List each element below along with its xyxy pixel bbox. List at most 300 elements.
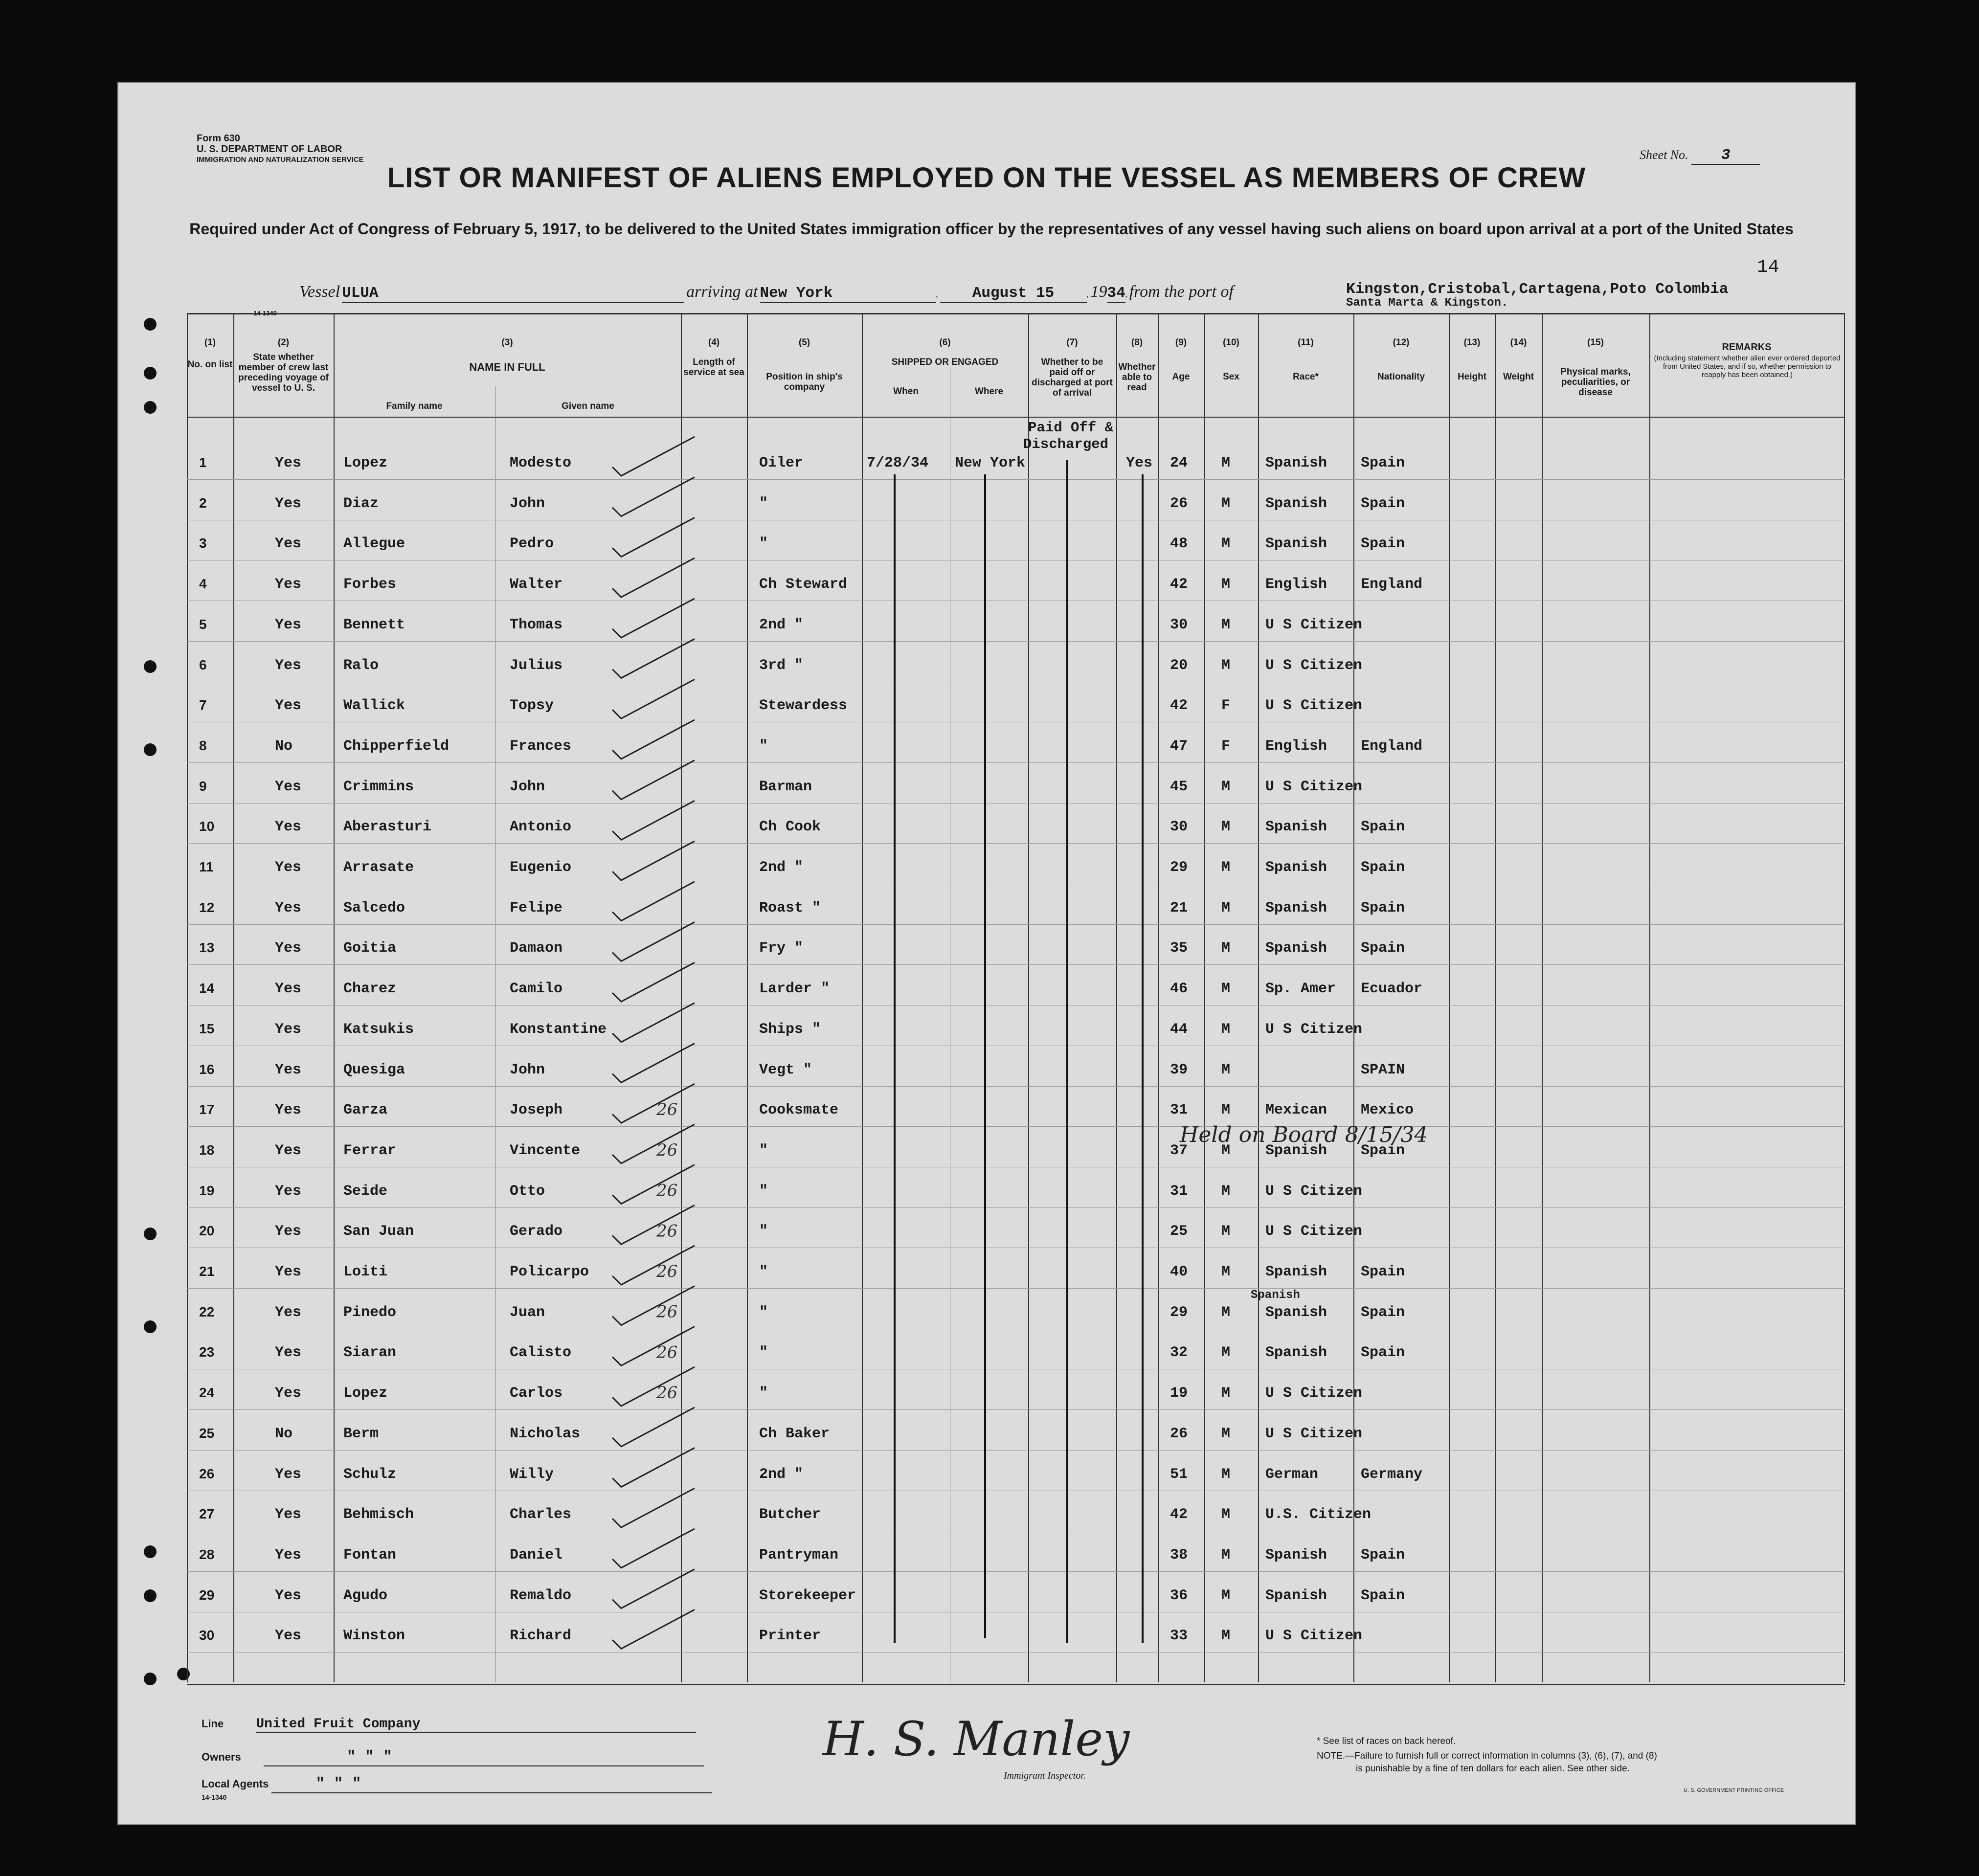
cell-nationality: Spain xyxy=(1361,819,1405,836)
cell-age: 42 xyxy=(1170,1506,1188,1523)
voyage-line: Vessel ULUA arriving at New York , August 15 , 1934, from the port of xyxy=(299,283,1234,302)
cell-given: Policarpo xyxy=(510,1264,589,1280)
cell-age: 31 xyxy=(1170,1102,1188,1119)
cell-position: Ch Steward xyxy=(759,576,848,593)
penalty-note-cont: is punishable by a fine of ten dollars for each alien. See other side. xyxy=(1356,1764,1630,1774)
cell-age: 35 xyxy=(1170,940,1188,957)
handwritten-26: 26 xyxy=(656,1383,678,1403)
cell-race: Spanish xyxy=(1265,1587,1327,1604)
held-on-board-note: Held on Board 8/15/34 xyxy=(1180,1122,1428,1147)
line-label: Line xyxy=(202,1718,224,1730)
agents-value: " " " xyxy=(271,1775,712,1793)
cell-sex: M xyxy=(1221,859,1231,876)
cell-given: Vincente xyxy=(510,1142,581,1159)
check-mark xyxy=(612,1124,695,1163)
cell-family: Aberasturi xyxy=(343,819,432,836)
cell-no: 21 xyxy=(199,1264,215,1279)
check-mark xyxy=(612,679,695,718)
cell-sex: M xyxy=(1221,576,1231,593)
cell-family: Ralo xyxy=(343,657,379,674)
cell-nationality: Spain xyxy=(1361,1304,1405,1321)
cell-no: 25 xyxy=(199,1425,215,1441)
col-num-10: (10) xyxy=(1223,337,1239,348)
cell-no: 27 xyxy=(199,1506,215,1522)
cell-family: Garza xyxy=(343,1102,388,1119)
arriving-label: arriving at xyxy=(686,283,758,301)
cell-given: Nicholas xyxy=(510,1425,581,1442)
cell-age: 21 xyxy=(1170,899,1188,916)
cell-race: Sp. Amer xyxy=(1265,981,1336,998)
cell-position: " xyxy=(759,1264,768,1280)
cell-no: 13 xyxy=(199,940,215,956)
check-mark xyxy=(612,841,695,880)
cell-race: Spanish xyxy=(1265,1142,1327,1159)
cell-nationality: Spain xyxy=(1361,455,1405,471)
cell-position: Pantryman xyxy=(759,1546,839,1563)
cell-sex: M xyxy=(1221,1466,1231,1483)
cell-position: " xyxy=(759,1142,768,1159)
tally-marks xyxy=(187,313,1845,1682)
cell-family: Schulz xyxy=(343,1466,397,1483)
cell-sex: M xyxy=(1221,1223,1231,1240)
cell-sex: M xyxy=(1221,1264,1231,1280)
cell-position: Cooksmate xyxy=(759,1102,839,1119)
cell-no: 15 xyxy=(199,1021,215,1036)
line-row xyxy=(202,1717,696,1733)
cell-no: 9 xyxy=(199,778,207,794)
agents-row xyxy=(202,1775,712,1801)
line-value: United Fruit Company xyxy=(256,1717,696,1733)
check-mark xyxy=(612,1326,695,1365)
cell-prev: Yes xyxy=(275,657,302,674)
cell-age: 29 xyxy=(1170,859,1188,876)
cell-family: Bennett xyxy=(343,616,405,633)
cell-nationality: England xyxy=(1361,737,1423,755)
cell-given: Richard xyxy=(510,1628,572,1645)
check-mark xyxy=(612,760,695,800)
cell-prev: Yes xyxy=(275,616,302,633)
cell-given: Julius xyxy=(510,657,563,674)
cell-age: 51 xyxy=(1170,1466,1188,1483)
cell-position: " xyxy=(759,1304,768,1321)
service: IMMIGRATION AND NATURALIZATION SERVICE xyxy=(197,156,364,164)
check-mark xyxy=(612,1003,695,1042)
cell-given: Damaon xyxy=(510,940,563,957)
handwritten-26: 26 xyxy=(656,1100,678,1120)
col-when: When xyxy=(893,386,919,397)
cell-sex: M xyxy=(1221,778,1231,795)
col-num-12: (12) xyxy=(1393,337,1410,348)
col-num-4: (4) xyxy=(708,337,720,348)
cell-sex: M xyxy=(1221,536,1231,553)
cell-race: Spanish xyxy=(1265,859,1327,876)
col-num-2: (2) xyxy=(277,337,290,348)
cell-nationality: Spain xyxy=(1361,536,1405,553)
col-paid-off: Whether to be paid off or discharged at port of arrival xyxy=(1032,357,1113,398)
cell-race: Spanish xyxy=(1265,536,1327,553)
manifest-sheet xyxy=(117,82,1856,1825)
col-no: No. on list xyxy=(187,359,233,370)
cell-sex: M xyxy=(1221,495,1231,512)
cell-position: 2nd " xyxy=(759,616,804,633)
cell-prev: Yes xyxy=(275,495,302,512)
cell-race: Spanish xyxy=(1265,1304,1327,1321)
cell-nationality: Mexico xyxy=(1361,1102,1414,1119)
cell-prev: Yes xyxy=(275,697,302,715)
cell-race: U S Citizen xyxy=(1265,1628,1363,1645)
cell-no: 3 xyxy=(199,536,207,551)
cell-given: John xyxy=(510,1061,545,1078)
cell-prev: No xyxy=(275,737,293,755)
cell-prev: Yes xyxy=(275,1506,302,1523)
punch-hole xyxy=(144,318,157,331)
cell-age: 47 xyxy=(1170,737,1188,755)
cell-no: 4 xyxy=(199,576,207,592)
cell-age: 26 xyxy=(1170,1425,1188,1442)
cell-position: 3rd " xyxy=(759,657,804,674)
cell-family: Behmisch xyxy=(343,1506,414,1523)
cell-no: 17 xyxy=(199,1102,215,1117)
cell-given: Frances xyxy=(510,737,572,755)
cell-no: 30 xyxy=(199,1628,215,1643)
col-num-15: (15) xyxy=(1587,337,1604,348)
cell-no: 23 xyxy=(199,1344,215,1360)
cell-given: Topsy xyxy=(510,697,554,715)
cell-family: Fontan xyxy=(343,1546,397,1563)
cell-position: Fry " xyxy=(759,940,804,957)
cell-race: U S Citizen xyxy=(1265,697,1363,715)
cell-nationality: Spain xyxy=(1361,899,1405,916)
agents-label: Local Agents xyxy=(202,1778,269,1790)
cell-prev: Yes xyxy=(275,819,302,836)
cell-no: 6 xyxy=(199,657,207,672)
cell-position: " xyxy=(759,495,768,512)
cell-prev: Yes xyxy=(275,1264,302,1280)
cell-no: 1 xyxy=(199,455,207,470)
cell-family: Goitia xyxy=(343,940,397,957)
col-num-8: (8) xyxy=(1131,337,1143,348)
check-mark xyxy=(612,639,695,678)
cell-no: 8 xyxy=(199,737,207,753)
cell-sex: M xyxy=(1221,1344,1231,1362)
cell-no: 20 xyxy=(199,1223,215,1239)
col-nationality: Nationality xyxy=(1377,372,1425,382)
check-mark xyxy=(612,1205,695,1244)
cell-position: Ch Cook xyxy=(759,819,821,836)
cell-position: " xyxy=(759,1385,768,1402)
cell-sex: M xyxy=(1221,1142,1231,1159)
col-length-service: Length of service at sea xyxy=(683,357,744,378)
cell-given: Charles xyxy=(510,1506,572,1523)
inspector-signature: H. S. Manley xyxy=(823,1712,1130,1766)
vessel-label: Vessel xyxy=(299,283,340,301)
cell-race: Spanish xyxy=(1265,455,1327,471)
cell-position: Butcher xyxy=(759,1506,821,1523)
cell-age: 46 xyxy=(1170,981,1188,998)
cell-given: Felipe xyxy=(510,899,563,916)
cell-position: " xyxy=(759,1183,768,1200)
check-mark xyxy=(612,1044,695,1083)
check-mark xyxy=(612,922,695,961)
cell-family: Berm xyxy=(343,1425,379,1442)
cell-sex: M xyxy=(1221,1183,1231,1200)
punch-hole xyxy=(144,743,157,756)
check-mark xyxy=(612,1448,695,1487)
col-num-9: (9) xyxy=(1175,337,1187,348)
cell-race: English xyxy=(1265,576,1327,593)
cell-prev: Yes xyxy=(275,1061,302,1078)
handwritten-26: 26 xyxy=(656,1262,678,1281)
cell-prev: Yes xyxy=(275,1344,302,1362)
cell-prev: Yes xyxy=(275,1628,302,1645)
cell-no: 10 xyxy=(199,819,215,834)
col-weight: Weight xyxy=(1503,372,1534,382)
cell-race: Spanish xyxy=(1265,1344,1327,1362)
cell-sex: F xyxy=(1221,697,1231,715)
cell-given: Eugenio xyxy=(510,859,572,876)
punch-hole xyxy=(144,1320,157,1333)
handwritten-26: 26 xyxy=(656,1140,678,1160)
cell-position: Ch Baker xyxy=(759,1425,830,1442)
cell-position: " xyxy=(759,1344,768,1362)
cell-prev: Yes xyxy=(275,1021,302,1038)
col-num-11: (11) xyxy=(1298,337,1314,348)
row1-paid-off: Paid Off & xyxy=(1028,420,1114,436)
cell-age: 26 xyxy=(1170,495,1188,512)
check-mark xyxy=(612,1407,695,1447)
cell-age: 19 xyxy=(1170,1385,1188,1402)
cell-age: 29 xyxy=(1170,1304,1188,1321)
handwritten-26: 26 xyxy=(656,1181,678,1201)
cell-race: U S Citizen xyxy=(1265,1425,1363,1442)
page-number: 14 xyxy=(1757,257,1779,278)
cell-no: 7 xyxy=(199,697,207,713)
row1-when: 7/28/34 xyxy=(867,455,929,471)
ports-line-1: Kingston,Cristobal,Cartagena,Poto Colombia xyxy=(1346,281,1729,298)
check-mark xyxy=(612,720,695,759)
cell-no: 5 xyxy=(199,616,207,632)
cell-position: " xyxy=(759,536,768,553)
col-num-14: (14) xyxy=(1510,337,1527,348)
cell-no: 2 xyxy=(199,495,207,511)
sheet-value: 3 xyxy=(1691,147,1760,165)
cell-prev: Yes xyxy=(275,778,302,795)
sheet-label: Sheet No. xyxy=(1640,148,1688,162)
check-mark xyxy=(612,558,695,597)
cell-race: U S Citizen xyxy=(1265,778,1363,795)
cell-position: 2nd " xyxy=(759,1466,804,1483)
cell-sex: M xyxy=(1221,657,1231,674)
row1-discharged: Discharged xyxy=(1023,436,1109,452)
cell-age: 30 xyxy=(1170,819,1188,836)
cell-nationality: Spain xyxy=(1361,940,1405,957)
col-position: Position in ship's company xyxy=(766,372,843,392)
cell-given: Gerado xyxy=(510,1223,563,1240)
cell-no: 22 xyxy=(199,1304,215,1319)
vessel-value: ULUA xyxy=(342,285,684,303)
cell-given: John xyxy=(510,778,545,795)
cell-position: Ships " xyxy=(759,1021,821,1038)
owners-row xyxy=(202,1748,704,1766)
cell-position: Roast " xyxy=(759,899,821,916)
cell-position: " xyxy=(759,737,768,755)
cell-nationality: Spain xyxy=(1361,1142,1405,1159)
cell-nationality: Germany xyxy=(1361,1466,1423,1483)
col-race: Race* xyxy=(1293,372,1319,382)
form-id xyxy=(197,133,364,165)
cell-given: Walter xyxy=(510,576,563,593)
check-mark xyxy=(612,1569,695,1608)
cell-family: Quesiga xyxy=(343,1061,405,1078)
handwritten-26: 26 xyxy=(656,1302,678,1322)
col-num-3: (3) xyxy=(501,337,513,348)
cell-race: U S Citizen xyxy=(1265,616,1363,633)
cell-sex: M xyxy=(1221,1628,1231,1645)
cell-nationality: Spain xyxy=(1361,1264,1405,1280)
cell-race: U S Citizen xyxy=(1265,1183,1363,1200)
cell-prev: Yes xyxy=(275,536,302,553)
owners-value: " " " xyxy=(264,1748,704,1766)
cell-nationality: Spain xyxy=(1361,1546,1405,1563)
col-num-5: (5) xyxy=(798,337,810,348)
row21-race-note: Spanish xyxy=(1251,1289,1300,1302)
cell-no: 14 xyxy=(199,981,215,996)
check-mark xyxy=(612,1286,695,1325)
cell-age: 38 xyxy=(1170,1546,1188,1563)
check-mark xyxy=(612,1488,695,1527)
cell-family: Seide xyxy=(343,1183,388,1200)
cell-race: U S Citizen xyxy=(1265,657,1363,674)
cell-nationality: England xyxy=(1361,576,1423,593)
cell-family: Agudo xyxy=(343,1587,388,1604)
check-mark xyxy=(612,1609,695,1649)
cell-no: 12 xyxy=(199,899,215,915)
col-given-name: Given name xyxy=(562,401,614,411)
cell-position: Printer xyxy=(759,1628,821,1645)
cell-prev: Yes xyxy=(275,1142,302,1159)
cell-age: 31 xyxy=(1170,1183,1188,1200)
cell-age: 36 xyxy=(1170,1587,1188,1604)
cell-race: English xyxy=(1265,737,1327,755)
remarks-note: (Including statement whether alien ever ordered deported from United States, and if so, whether permission to reapply has been obtained.) xyxy=(1654,354,1841,379)
cell-given: Willy xyxy=(510,1466,554,1483)
check-mark xyxy=(612,962,695,1002)
cell-position: Larder " xyxy=(759,981,830,998)
cell-sex: M xyxy=(1221,1061,1231,1078)
cell-prev: Yes xyxy=(275,1102,302,1119)
cell-family: Loiti xyxy=(343,1264,388,1280)
cell-family: Allegue xyxy=(343,536,405,553)
cell-no: 11 xyxy=(199,859,214,874)
cell-family: Ferrar xyxy=(343,1142,397,1159)
printing-office: U. S. GOVERNMENT PRINTING OFFICE xyxy=(1684,1787,1784,1793)
footer-form-code: 14-1340 xyxy=(202,1793,227,1801)
arrival-date: August 15 xyxy=(940,285,1087,303)
cell-prev: Yes xyxy=(275,940,302,957)
cell-given: Remaldo xyxy=(510,1587,572,1604)
cell-family: Crimmins xyxy=(343,778,414,795)
cell-age: 37 xyxy=(1170,1142,1188,1159)
cell-prev: Yes xyxy=(275,1183,302,1200)
col-num-7: (7) xyxy=(1066,337,1078,348)
check-mark xyxy=(612,477,695,516)
page-title: LIST OR MANIFEST OF ALIENS EMPLOYED ON THE VESSEL AS MEMBERS OF CREW xyxy=(387,162,1586,194)
cell-age: 42 xyxy=(1170,576,1188,593)
cell-position: Storekeeper xyxy=(759,1587,856,1604)
cell-sex: M xyxy=(1221,1425,1231,1442)
cell-race: Spanish xyxy=(1265,899,1327,916)
cell-given: Pedro xyxy=(510,536,554,553)
cell-sex: M xyxy=(1221,1587,1231,1604)
cell-race: German xyxy=(1265,1466,1319,1483)
cell-family: Wallick xyxy=(343,697,405,715)
check-mark xyxy=(612,1246,695,1285)
cell-prev: Yes xyxy=(275,1304,302,1321)
cell-prev: Yes xyxy=(275,455,302,471)
col-remarks: REMARKS xyxy=(1722,342,1772,353)
check-mark xyxy=(612,801,695,840)
cell-sex: M xyxy=(1221,1546,1231,1563)
cell-prev: No xyxy=(275,1425,293,1442)
cell-prev: Yes xyxy=(275,981,302,998)
cell-race: Spanish xyxy=(1265,940,1327,957)
crew-table xyxy=(187,310,1845,1682)
cell-given: Carlos xyxy=(510,1385,563,1402)
punch-hole xyxy=(144,1545,157,1558)
cell-race: Spanish xyxy=(1265,1546,1327,1563)
cell-age: 40 xyxy=(1170,1264,1188,1280)
cell-given: Joseph xyxy=(510,1102,563,1119)
cell-race: U S Citizen xyxy=(1265,1021,1363,1038)
cell-prev: Yes xyxy=(275,1223,302,1240)
check-mark xyxy=(612,882,695,921)
handwritten-26: 26 xyxy=(656,1342,678,1362)
cell-race: Spanish xyxy=(1265,819,1327,836)
cell-age: 33 xyxy=(1170,1628,1188,1645)
cell-given: Juan xyxy=(510,1304,545,1321)
cell-given: Otto xyxy=(510,1183,545,1200)
cell-nationality: Spain xyxy=(1361,495,1405,512)
cell-no: 18 xyxy=(199,1142,215,1158)
cell-age: 32 xyxy=(1170,1344,1188,1362)
cell-sex: M xyxy=(1221,940,1231,957)
cell-family: Pinedo xyxy=(343,1304,397,1321)
cell-no: 29 xyxy=(199,1587,215,1603)
cell-no: 26 xyxy=(199,1466,215,1481)
punch-hole xyxy=(144,660,157,673)
check-mark xyxy=(612,1165,695,1204)
ports-line-2: Santa Marta & Kingston. xyxy=(1346,296,1508,310)
cell-sex: M xyxy=(1221,819,1231,836)
cell-position: Vegt " xyxy=(759,1061,812,1078)
inspector-label: Immigrant Inspector. xyxy=(1004,1770,1086,1781)
col-sex: Sex xyxy=(1223,372,1239,382)
cell-family: Diaz xyxy=(343,495,379,512)
cell-family: Lopez xyxy=(343,455,388,471)
cell-given: Modesto xyxy=(510,455,572,471)
punch-hole xyxy=(144,401,157,414)
cell-sex: M xyxy=(1221,455,1231,471)
check-mark xyxy=(612,1367,695,1406)
cell-age: 39 xyxy=(1170,1061,1188,1078)
check-mark xyxy=(612,437,695,476)
row1-where: New York xyxy=(955,455,1026,471)
cell-sex: F xyxy=(1221,737,1231,755)
cell-given: Thomas xyxy=(510,616,563,633)
punch-hole xyxy=(144,1589,157,1602)
cell-sex: M xyxy=(1221,1304,1231,1321)
cell-sex: M xyxy=(1221,616,1231,633)
